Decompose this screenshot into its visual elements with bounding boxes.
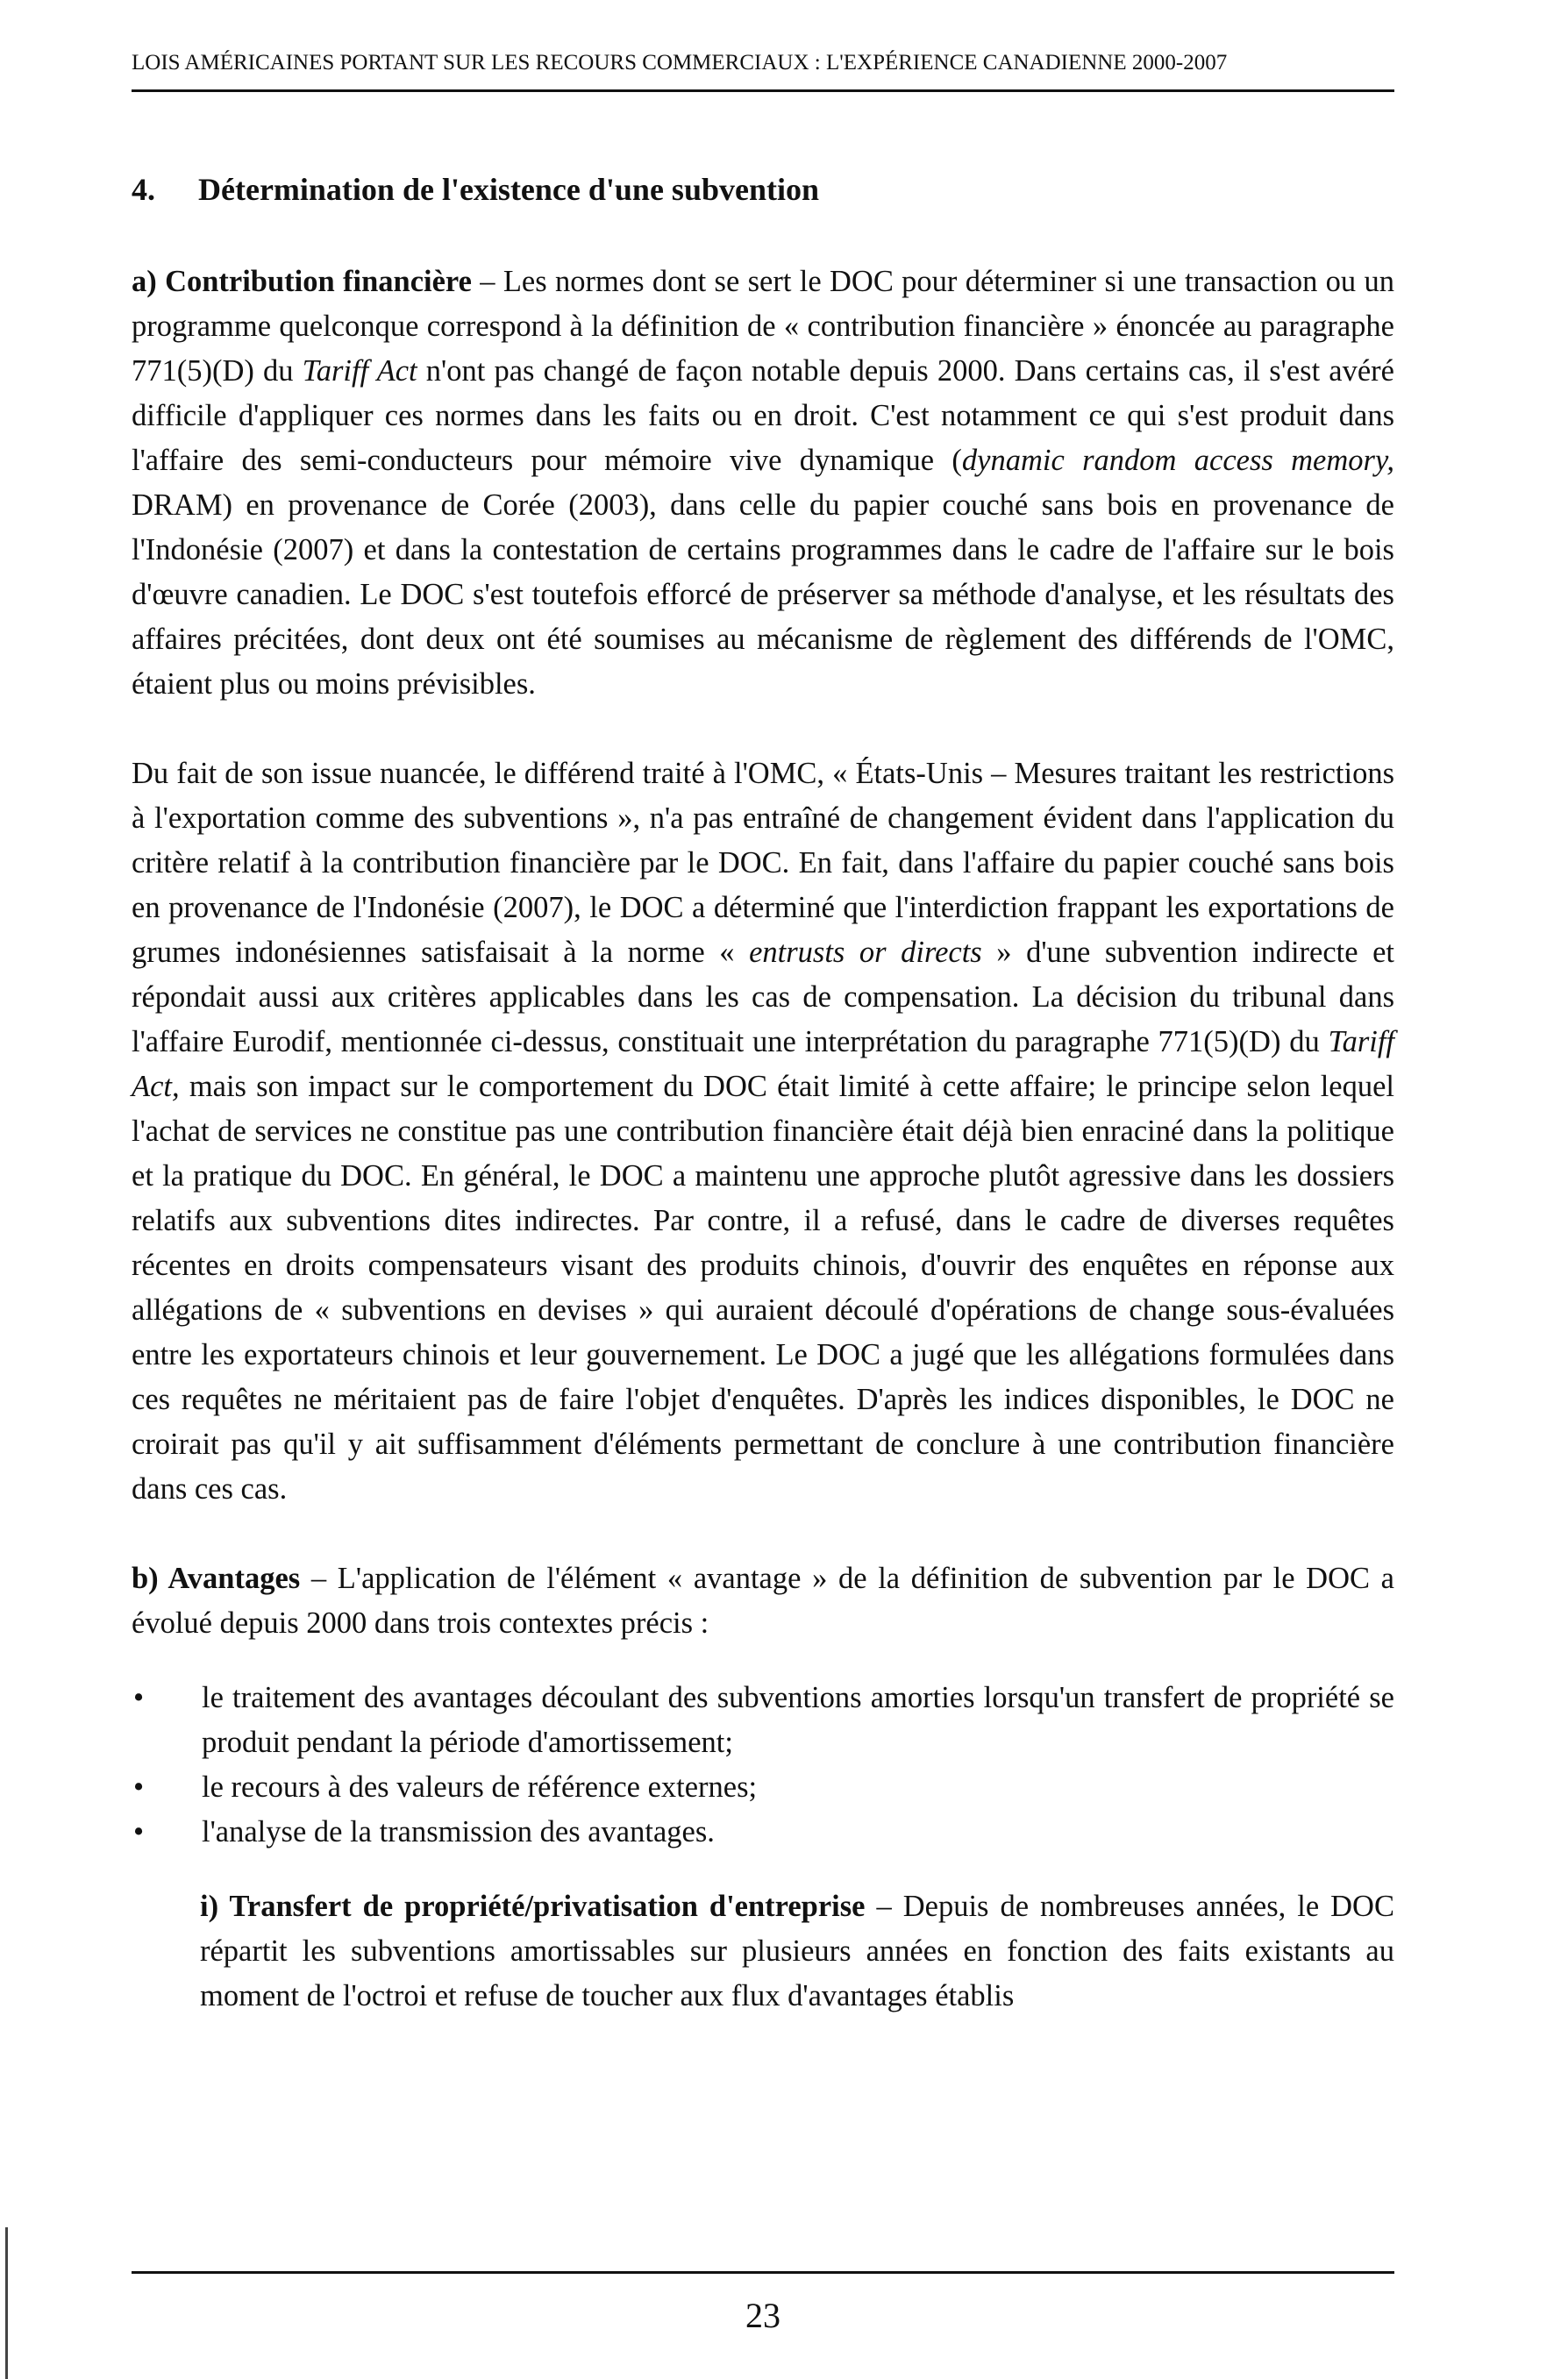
text-run: – Les normes dont se sert le DOC pour déterminer si une transaction ou un programme quelconque correspond à la définition de « contribution financière » énoncée au paragraphe 771(5)(D) du [132,265,1394,388]
bullet-list [132,1676,1394,1855]
text-run: mais son impact sur le comportement du DOC était limité à cette affaire; le principe selon lequel l'achat de services ne constitue pas une contribution financière était déjà bien enraciné dans la politique et la pratique du DOC. En général, le DOC a maintenu une approche plutôt agressive dans les dossiers relatifs aux subventions dites indirectes. Par contre, il a refusé, dans le cadre de diverses requêtes récentes en droits compensateurs visant des produits chinois, d'ouvrir des enquêtes en réponse aux allégations de « subventions en devises » qui auraient découlé d'opérations de change sous-évaluées entre les exportateurs chinois et leur gouvernement. Le DOC a jugé que les allégations formulées dans ces requêtes ne méritaient pas de faire l'objet d'enquêtes. D'après les indices disponibles, le DOC ne croirait pas qu'il y ait suffisamment d'éléments permettant de conclure à une contribution financière dans ces cas. [132,1070,1394,1506]
list-item [132,1765,1394,1810]
bullet-marker: • [133,1815,145,1848]
italic-term: entrusts or directs [749,936,982,969]
paragraph-lead: i) Transfert de propriété/privatisation d'entreprise [200,1890,866,1923]
scan-margin-line [5,2227,8,2379]
body-text [132,260,1394,2063]
text-run: n'ont pas changé de façon notable depuis 2000. Dans certains cas, il s'est avéré difficile d'appliquer ces normes dans les faits ou en droit. C'est notamment ce qui s'est produit dans l'affaire des semi-conducteurs pour mémoire vive dynamique ( [132,354,1394,477]
header-rule [132,89,1394,92]
footer-rule [132,2271,1394,2274]
section-number: 4. [132,172,155,207]
paragraph-lead: a) Contribution financière [132,265,472,298]
running-header: LOIS AMÉRICAINES PORTANT SUR LES RECOURS COMMERCIAUX : L'EXPÉRIENCE CANADIENNE 2000-2007 [132,51,1228,75]
list-item-text: le traitement des avantages découlant des subventions amorties lorsqu'un transfert de propriété se produit pendant la période d'amortissement; [202,1681,1394,1759]
list-item-text: le recours à des valeurs de référence externes; [202,1770,758,1804]
section-heading [132,168,819,210]
list-item [132,1810,1394,1855]
italic-term: dynamic random access memory, [961,444,1394,477]
paragraph-transfert-propriete [132,1884,1394,2019]
paragraph-omc-differend [132,751,1394,1512]
italic-term: Tariff Act [302,354,417,388]
text-run: » d'une subvention indirecte et répondait aussi aux critères applicables dans les cas de compensation. La décision du tribunal dans l'affaire Eurodif, mentionnée ci-dessus, constituait une interprétation du paragraphe 771(5)(D) du [132,936,1394,1058]
page-number: 23 [745,2296,780,2335]
section-title: Détermination de l'existence d'une subvention [198,172,819,207]
text-run: – Depuis de nombreuses années, le DOC répartit les subventions amortissables sur plusieurs années en fonction des faits existants au moment de l'octroi et refuse de toucher aux flux d'avantages établis [200,1890,1394,2012]
list-item-text: l'analyse de la transmission des avantages. [202,1815,715,1848]
italic-term: Tariff Act, [132,1025,1394,1103]
paragraph-avantages [132,1556,1394,1646]
text-run: DRAM) en provenance de Corée (2003), dans celle du papier couché sans bois en provenance de l'Indonésie (2007) et dans la contestation de certains programmes dans le cadre de l'affaire sur le bois d'œuvre canadien. Le DOC s'est toutefois efforcé de préserver sa méthode d'analyse, et les résultats des affaires précitées, dont deux ont été soumises au mécanisme de règlement des différends de l'OMC, étaient plus ou moins prévisibles. [132,488,1394,701]
text-run: Du fait de son issue nuancée, le différend traité à l'OMC, « États-Unis – Mesures traitant les restrictions à l'exportation comme des subventions », n'a pas entraîné de changement évident dans l'application du critère relatif à la contribution financière par le DOC. En fait, dans l'affaire du papier couché sans bois en provenance de l'Indonésie (2007), le DOC a déterminé que l'interdiction frappant les exportations de grumes indonésiennes satisfaisait à la norme « [132,757,1394,969]
bullet-marker: • [133,1681,145,1714]
text-run: – L'application de l'élément « avantage » de la définition de subvention par le DOC a évolué depuis 2000 dans trois contextes précis : [132,1562,1394,1640]
list-item [132,1676,1394,1765]
bullet-marker: • [133,1770,145,1804]
paragraph-lead: b) Avantages [132,1562,301,1595]
paragraph-contribution-financiere [132,260,1394,707]
